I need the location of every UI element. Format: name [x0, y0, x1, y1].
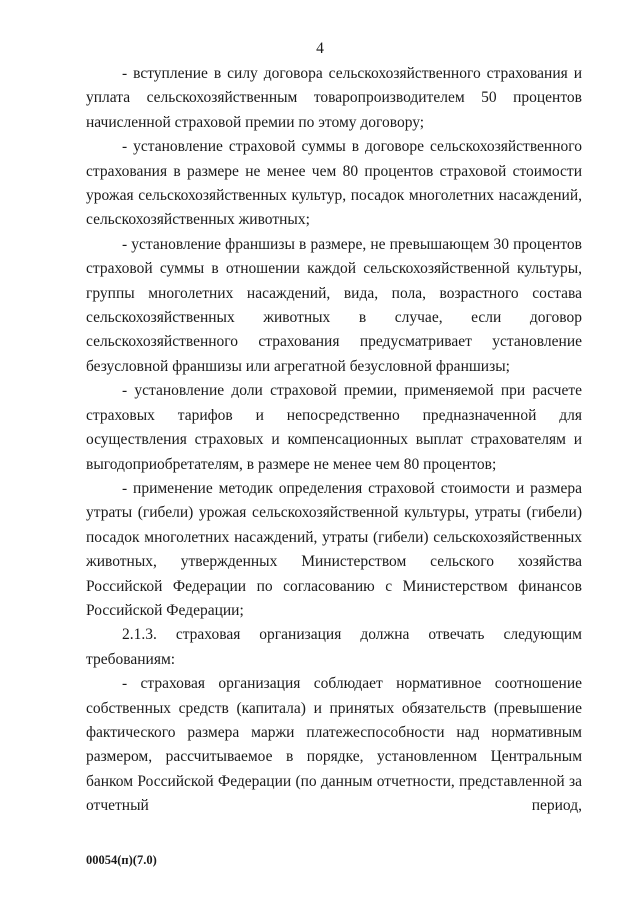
- page-number: 4: [316, 40, 324, 57]
- document-body: [86, 62, 582, 819]
- paragraph-3: - установление франшизы в размере, не превышающем 30 процентов страховой суммы в отношении каждой сельскохозяйственной культуры, группы многолетних насаждений, вида, пола, возрастного состава сельскохозяйственных животных в случае, если договор сельскохозяйственного страхования предусматривает установление безусловной франшизы или агрегатной безусловной франшизы;: [86, 235, 582, 375]
- paragraph-5: - применение методик определения страховой стоимости и размера утраты (гибели) урожая сельскохозяйственной культуры, утраты (гибели) посадок многолетних насаждений, утраты (гибели) сельскохозяйственных животных, утвержденных Министерством сельского хозяйства Российской Федерации по согласованию с Министерством финансов Российской Федерации;: [86, 479, 582, 619]
- paragraph-7: - страховая организация соблюдает нормативное соотношение собственных средств (капитала) и принятых обязательств (превышение фактического размера маржи платежеспособности над нормативным размером, рассчитываемое в порядке, установленном Центральным банком Российской Федерации (по данным отчетности, представленной за отчетный период,: [86, 675, 582, 815]
- paragraph-2: - установление страховой суммы в договоре сельскохозяйственного страхования в размере не менее чем 80 процентов страховой стоимости урожая сельскохозяйственных культур, посадок многолетних насаждений, сельскохозяйственных животных;: [86, 138, 582, 229]
- paragraph-4: - установление доли страховой премии, применяемой при расчете страховых тарифов и непосредственно предназначенной для осуществления страховых и компенсационных выплат страхователям и выгодоприобретателям, в размере не менее чем 80 процентов;: [86, 382, 582, 473]
- document-code: 00054(п)(7.0): [86, 853, 157, 867]
- paragraph-6: 2.1.3. страховая организация должна отвечать следующим требованиям:: [86, 626, 582, 668]
- paragraph-1: - вступление в силу договора сельскохозяйственного страхования и уплата сельскохозяйственным товаропроизводителем 50 процентов начисленной страховой премии по этому договору;: [86, 65, 582, 131]
